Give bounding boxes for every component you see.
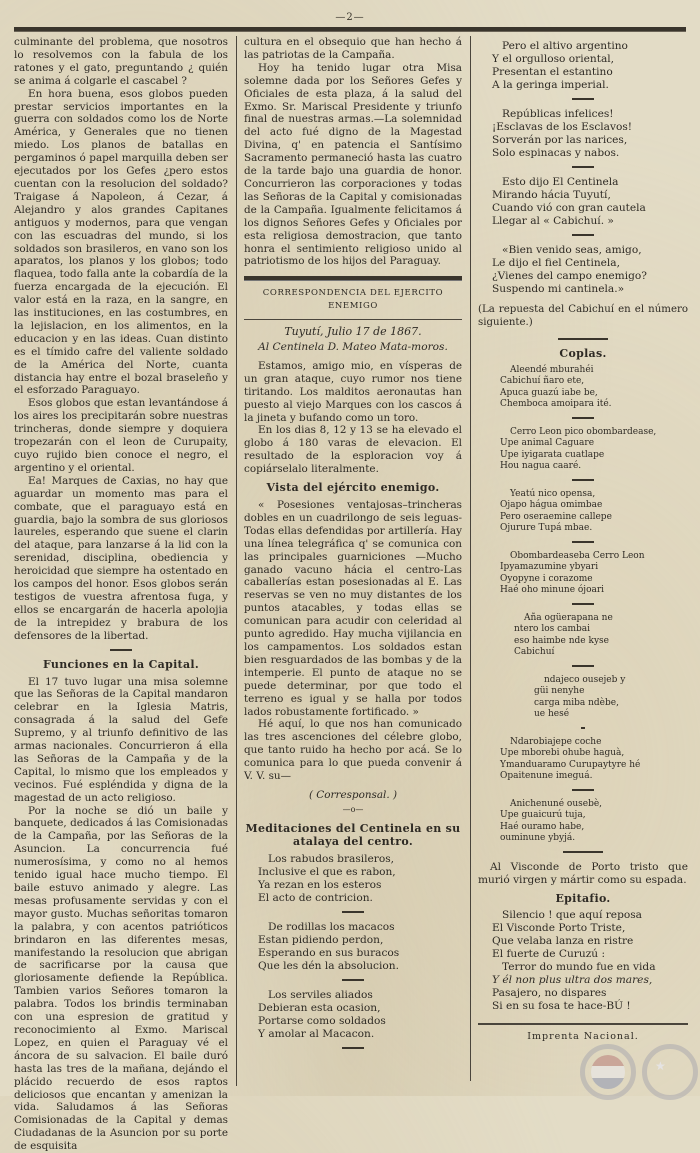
stanza-divider (342, 1047, 364, 1049)
poem-stanza (492, 108, 688, 160)
poem-line: Y el orgulloso oriental, (492, 53, 615, 65)
poem-line: Mirando hácia Tuyutí, (492, 189, 611, 201)
column-3 (478, 36, 688, 1044)
coplas-title: Coplas. (559, 346, 607, 360)
footer-rule (478, 1023, 688, 1025)
stanza-divider (342, 911, 364, 913)
poem-line: Le dijo el fiel Centinela, (492, 257, 620, 269)
article-paragraph: Estamos, amigo mio, en vísperas de un gran ataque, cuyo rumor nos tiene tiritando. Los malditos aeronautas han puesto al viejo Marques con los cascos á la jineta y bufando como un toro. (244, 359, 462, 424)
dateline: Tuyutí, Julio 17 de 1867. (284, 325, 422, 339)
copla-line: Ojapo hágua omimbae (500, 500, 603, 511)
copla-stanza (500, 489, 688, 535)
copla-line: Pero oseraemine callepe (500, 511, 612, 522)
page-number: —2— (335, 12, 365, 23)
copla-line: Cabichuí (514, 647, 555, 658)
article-paragraph: Por la noche se dió un baile y banquete, dedicados á las Comisionadas de la Campaña, por las Señoras de la Asuncion. La concurrencia fué numerosísima, y como no al hemos tenido igual hace mucho tiempo. El baile estuvo animado y alegre. Las mesas profusamente servidas y con el mayor gusto. Muchas señoritas tomaron la palabra, y con acentos patrióticos brindaron en las diferentes mesas, manifestando la resolucion que abrigan de sacrificarse por la causa que gloriosamente defiende la República. Tambien varios Señores tomaron la palabra. Todos los brindis terminaban con una espresion de gratitud y reconocimiento al Exmo. Mariscal Lopez, en quien el Paraguay vé el áncora de su salvacion. El baile duró hasta las tres de la mañana, dejándo el plácido recuerdo de esos raptos deliciosos que encantan y amenizan la vida. Saludamos á las Señoras Comisionadas de la Capital y demas Ciudadanas de la Asuncion por su porte de esquisita (14, 804, 228, 1153)
poem-line: De rodillas los macacos (268, 920, 395, 933)
archive-seals (580, 1044, 698, 1096)
poem-line: Y amolar al Macacon. (258, 1027, 375, 1040)
epitaph-poem (492, 909, 688, 1013)
poem-line: Debieran esta ocasion, (258, 1001, 381, 1014)
epitaph-title: Epitafio. (555, 891, 611, 905)
epitaph-line: Pasajero, no dispares (492, 987, 607, 1000)
star-icon: ★ (655, 1059, 666, 1073)
header-rule (14, 27, 686, 32)
poem-line: ¿Vienes del campo enemigo? (492, 270, 647, 282)
stanza-divider (572, 234, 594, 236)
poem-stanza (492, 176, 688, 228)
editorial-note: (La repuesta del Cabichuí en el número siguiente.) (478, 304, 688, 328)
poem-line: Los serviles aliados (268, 988, 373, 1001)
epitaph-line: Si en su fosa te hace-BÚ ! (492, 1000, 631, 1013)
poem-line: Esperando en sus buracos (258, 946, 400, 959)
copla-stanza (500, 799, 688, 845)
article-paragraph: Hoy ha tenido lugar otra Misa solemne dada por los Señores Gefes y Oficiales de esta plaza, á la salud del Exmo. Sr. Mariscal Presidente y triunfo final de nuestras armas.—La solemnidad del acto fué digno de la Magestad Divina, q' en patencia el Santísimo Sacramento permaneció hasta las cuatro de la tarde bajo una guardia de honor. Concurrieron las corporaciones y todas las Señoras de la Capital y comisionadas de la Campaña. Igualmente felicitamos á los dignos Señores Gefes y Oficiales por esta religiosa demostracion, que tanto honra el sentimiento religioso unido al patriotismo de los hijos del Paraguay. (244, 61, 462, 268)
article-paragraph: Esos globos que estan levantándose á los aires los precipitarán sobre nuestras trincheras, donde siempre y doquiera tropezarán con el leon de Curupaity, cuyo rujido bien conoce el negro, el argentino y el oriental. (14, 397, 228, 474)
poem-line: Pero el altivo argentino (502, 40, 628, 52)
copla-line: Upe guaicurú tuja, (500, 810, 586, 821)
poem-stanza (258, 989, 462, 1041)
poem-line: Repúblicas infelices! (502, 108, 614, 120)
copla-line: Obombardeaseba Cerro Leon (510, 550, 645, 561)
poem-title: Meditaciones del Centinela en su atalaya del centro. (245, 821, 461, 848)
stanza-divider (572, 665, 594, 667)
article-paragraph: En hora buena, esos globos pueden prestar servicios importantes en la guerra con soldados como los de Norte América, y Generales que no tienen miedo. Los planos de batallas en pergaminos ó papel marquilla deben ser ejecutados por los Gefes ¿pero estos cuentan con la resolucion del soldado? Traigase á Napoleon, á Cezar, á Alejandro y alos grandes Capitanes antiguos y modernos, para que vengan con las escuadras del mundo, si los soldados son brasileros, en vano son los aparatos, los planos y los globos; todo flaquea, todo falla ante la cobardía de la fuerza encargada de la ejecución. El valor está en la raza, en la sangre, en las instituciones, en las costumbres, en la lejislacion, en los alimentos, en la educacion y en las ideas. Cuan distinto es el tímido cafre del valiente soldado de la América del Norte, cuanta distancia hay entre el bozal braseleño y el esforzado Paraguayo. (14, 87, 228, 397)
correspondence-header: CORRESPONDENCIA DEL EJERCITO ENEMIGO (262, 288, 444, 312)
poem-line: Que les dén la absolucion. (258, 959, 399, 972)
copla-line: ue hesé (534, 709, 570, 720)
article-paragraph: Ea! Marques de Caxias, no hay que aguardar un momento mas para el combate, que el paraguayo está en guardia, bajo la sombra de sus gloriosos laureles, esperando que suene el clarin del ataque, para lanzarse á la lid con la serenidad, disciplina, obediencia y heroicidad que siempre ha ostentado en los campos del honor. Esos globos serán testigos de vuestra afrentosa fuga, y ellos se encargarán de hacerla apolojia de la intrepidez y brabura de los defensores de la libertad. (14, 474, 228, 642)
article-paragraph: Hé aquí, lo que nos han comunicado las tres ascenciones del célebre globo, que tanto ruido ha hecho por acá. Se lo comunica para lo que pueda convenir á V. V. su— (244, 718, 462, 783)
epitaph-line: Terror do mundo fue en vida (502, 961, 656, 974)
signature: ( Corresponsal. ) (308, 788, 398, 801)
section-divider (558, 338, 608, 340)
column-1 (14, 36, 228, 1153)
copla-line: Ipyamazumine ybyari (500, 562, 599, 573)
section-title-vista: Vista del ejército enemigo. (266, 481, 440, 495)
copla-line: Oyopyne i corazome (500, 573, 593, 584)
copla-line: Upe animal Caguare (500, 438, 595, 449)
column-divider (236, 36, 237, 1086)
stanza-divider (572, 789, 594, 791)
poem-line: Presentan el estantino (492, 66, 613, 78)
epitaph-line: El Visconde Porto Triste, (492, 922, 626, 935)
section-title-funciones: Funciones en la Capital. (43, 657, 199, 671)
poem-stanza (258, 853, 462, 905)
copla-line: Ndarobiajepe coche (510, 736, 602, 747)
section-divider (110, 649, 132, 651)
separator: —o— (342, 804, 364, 814)
poem-line: Esto dijo El Centinela (502, 176, 619, 188)
stanza-divider (581, 727, 585, 729)
copla-line: Cerro Leon pico obombardease, (510, 426, 657, 437)
copla-line: Aña ogüerapana ne (524, 612, 613, 623)
copla-line: ndajeco ousejeb y (544, 674, 626, 685)
paraguay-seal-icon (580, 1044, 636, 1100)
copla-line: güi nenyhe (534, 686, 585, 697)
copla-stanza (500, 365, 688, 411)
section-divider (244, 276, 462, 281)
stanza-divider (572, 166, 594, 168)
epitaph-line: Silencio ! que aquí reposa (502, 909, 642, 922)
copla-stanza (514, 613, 688, 659)
imprint: Imprenta Nacional. (527, 1031, 639, 1043)
poem-line: Sorverán por las narices, (492, 134, 628, 146)
copla-line: Cabichuí ñaro ete, (500, 376, 585, 387)
section-divider (244, 319, 462, 320)
poem-line: «Bien venido seas, amigo, (502, 244, 642, 256)
article-paragraph: En los dias 8, 12 y 13 se ha elevado el globo á 180 varas de elevacion. El resultado de la esploracion voy á copiárselalo literalmente. (244, 424, 462, 476)
poem-line: Solo espinacas y nabos. (492, 147, 620, 159)
epitaph-line: Y él non plus ultra dos mares, (492, 974, 653, 987)
copla-line: eso haimbe nde kyse (514, 635, 609, 646)
poem-stanza (492, 40, 688, 92)
copla-line: Apuca guazú iabe be, (500, 387, 598, 398)
article-paragraph: culminante del problema, que nosotros lo resolvemos con la fabula de los ratones y el gato, preguntando ¿ quién se anima á colgarle el cascabel ? (14, 36, 228, 87)
copla-line: Hou nagua caaré. (500, 461, 582, 472)
poem-line: Portarse como soldados (258, 1014, 386, 1027)
epitaph-intro: Al Visconde de Porto tristo que murió virgen y mártir como su espada. (478, 860, 688, 886)
copla-line: Upe mborebi ohube haguà, (500, 748, 625, 759)
stanza-divider (342, 979, 364, 981)
section-divider (563, 851, 603, 853)
copla-line: carga miba ndèbe, (534, 697, 619, 708)
copla-line: Ojurure Tupá mbae. (500, 523, 593, 534)
poem-line: Inclusive el que es rabon, (258, 865, 396, 878)
copla-stanza (500, 737, 688, 783)
poem-line: ¡Esclavas de los Esclavos! (492, 121, 633, 133)
poem-line: Cuando vió con gran cautela (492, 202, 646, 214)
copla-stanza (500, 427, 688, 473)
epitaph-line: El fuerte de Curuzú : (492, 948, 606, 961)
poem-line: Llegar al « Cabichuí. » (492, 215, 614, 227)
quoted-report: « Posesiones ventajosas–trincheras dobles en un cuadrilongo de seis leguas-Todas ellas defendidas por artillería. Hay una línea telegráfica q' se comunica con las principales guarniciones —Mucho ganado vacuno hácia el centro-Las caballerías estan posesionadas al E. Las reservas se ven no muy distantes de los puntos atacables, y todas ellas se comunican para acudir con celeridad al punto agredido. Hay mucha vijilancia en los campamentos. Los soldados estan bien resguardados de las bombas y de la intemperie. El punto de ataque no se puede determinar, por que todo el terreno es igual y se halla por todos lados robustamente fortificado. » (244, 499, 462, 718)
copla-line: ouminune ybyjá. (500, 833, 576, 844)
poem-line: Ya rezan en los esteros (258, 878, 382, 891)
poem-line: El acto de contricion. (258, 891, 373, 904)
copla-line: Ymanduaramo Curupaytyre hé (500, 759, 641, 770)
copla-line: Haé ouramo habe, (500, 821, 585, 832)
article-paragraph: El 17 tuvo lugar una misa solemne que las Señoras de la Capital mandaron celebrar en la Iglesia Matris, consagrada á la salud del Gefe Supremo, y al triunfo definitivo de las armas nacionales. Concurrieron á ella las Señoras de la Campaña y de la Capital, lo mismo que los empleados y vecinos. Fué espléndida y digna de la magestad de un acto religioso. (14, 675, 228, 804)
stanza-divider (572, 417, 594, 419)
article-paragraph: cultura en el obsequio que han hecho á las patriotas de la Campaña. (244, 36, 462, 61)
copla-line: Opaitenune imeguá. (500, 771, 593, 782)
poem-line: Suspendo mi cantinela.» (492, 283, 625, 295)
poem-stanza (258, 921, 462, 973)
column-divider (470, 36, 471, 1081)
copla-stanza (500, 551, 688, 597)
stanza-divider (572, 479, 594, 481)
column-2 (244, 36, 462, 1057)
poem-line: Los rabudos brasileros, (268, 852, 395, 865)
copla-stanza (534, 675, 688, 721)
poem-line: A la geringa imperial. (492, 79, 609, 91)
copla-line: ntero los cambai (514, 624, 591, 635)
flag-icon (591, 1055, 625, 1089)
copla-line: Anichenuné ousebè, (510, 798, 603, 809)
copla-line: Upe iyigarata cuatlape (500, 449, 605, 460)
stanza-divider (572, 603, 594, 605)
poem-line: Estan pidiendo perdon, (258, 933, 384, 946)
copla-line: Haé oho minune ójoari (500, 585, 605, 596)
epitaph-line: Que velaba lanza en ristre (492, 935, 634, 948)
copla-line: Chemboca amoipara ité. (500, 399, 612, 410)
stanza-divider (572, 541, 594, 543)
republic-seal-icon (642, 1044, 698, 1100)
copla-line: Yeatú nico opensa, (510, 488, 596, 499)
copla-line: Aleendé mburahéi (510, 364, 594, 375)
poem-stanza (492, 244, 688, 296)
stanza-divider (572, 98, 594, 100)
salutation: Al Centinela D. Mateo Mata-moros. (258, 341, 448, 354)
